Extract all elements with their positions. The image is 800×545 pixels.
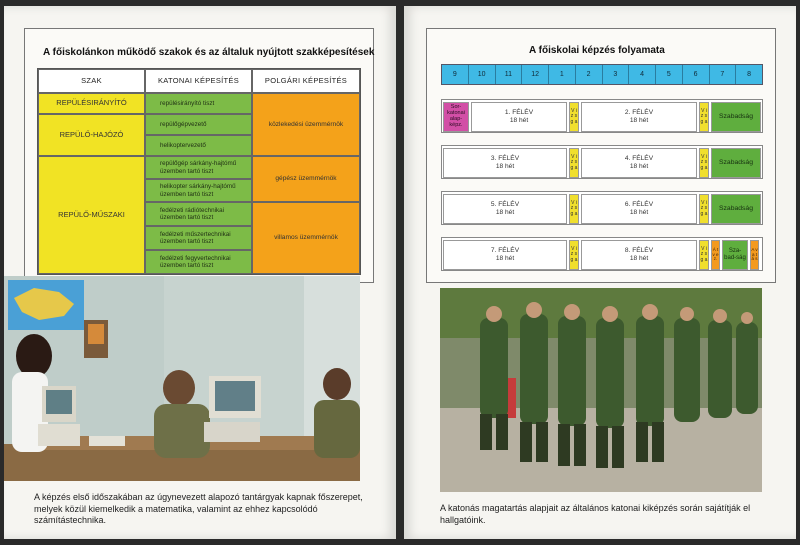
vizsga-block: V i z s g a <box>569 102 579 132</box>
year-row-3 <box>441 191 763 225</box>
semester-label: 5. FÉLÉV <box>490 201 520 209</box>
semester-label: 4. FÉLÉV <box>624 155 654 163</box>
semester-weeks: 18 hét <box>495 209 515 216</box>
semester-block <box>581 194 697 224</box>
year-row-2 <box>441 145 763 179</box>
vizsga-block: V i z s g a <box>699 148 709 178</box>
katonai-item: fedélzeti rádiótechnikai üzemben tartó tiszt <box>145 202 252 226</box>
vizsga-block: V i z s g a <box>699 194 709 224</box>
szabadsag-block: Szabadság <box>711 102 761 132</box>
vizsga-block: V i z s g a <box>569 148 579 178</box>
atvezetes-block: Á t v e z. <box>711 240 720 270</box>
vizsga-block: V i z s g a <box>569 240 579 270</box>
year-row-4 <box>441 237 763 271</box>
marching-cadets-photo <box>440 288 762 492</box>
left-caption: A képzés első időszakában az úgynevezett alapozó tantárgyak kapnak főszerepet, melyek közül kiemelkedik a matematika, valamint az ehhez kapcsolódó számítástechnika. <box>34 492 363 526</box>
polgari-kozlekedesi: közlekedési üzemmérnök <box>252 93 360 156</box>
szabadsag-block: Szabadság <box>711 148 761 178</box>
semester-block <box>581 102 697 132</box>
semester-weeks: 18 hét <box>629 117 649 124</box>
month-cell: 11 <box>496 65 523 84</box>
right-page-title: A főiskolai képzés folyamata <box>529 45 665 56</box>
left-page-title: A főiskolánkon működő szakok és az általuk nyújtott szakképesítések <box>43 47 375 58</box>
semester-label: 2. FÉLÉV <box>624 109 654 117</box>
szak-repulesiranyito: REPÜLÉSIRÁNYÍTÓ <box>38 93 145 114</box>
katonai-item: helikopter sárkány-hajtómű üzemben tartó tiszt <box>145 179 252 202</box>
month-cell: 2 <box>576 65 603 84</box>
semester-block <box>581 148 697 178</box>
semester-label: 1. FÉLÉV <box>504 109 534 117</box>
semester-label: 8. FÉLÉV <box>624 247 654 255</box>
header-katonai: KATONAI KÉPESÍTÉS <box>145 69 252 93</box>
semester-block <box>443 240 567 270</box>
month-cell: 7 <box>710 65 737 84</box>
avatas-block: A v a t á s <box>750 240 759 270</box>
year-row-1 <box>441 99 763 133</box>
header-szak: SZAK <box>38 69 145 93</box>
month-cell: 5 <box>656 65 683 84</box>
szabadsag-block: Sza-bad-ság <box>722 240 748 270</box>
semester-weeks: 18 hét <box>629 163 649 170</box>
left-page <box>4 6 396 539</box>
vizsga-block: V i z s g a <box>699 240 709 270</box>
szak-repulo-hajozo: REPÜLŐ-HAJÓZÓ <box>38 114 145 156</box>
semester-weeks: 18 hét <box>495 163 515 170</box>
month-header <box>441 64 763 85</box>
szabadsag-block: Szabadság <box>711 194 761 224</box>
month-cell: 1 <box>549 65 576 84</box>
specializations-table <box>37 68 361 275</box>
header-polgari: POLGÁRI KÉPESÍTÉS <box>252 69 360 93</box>
szak-repulo-muszaki: REPÜLŐ-MŰSZAKI <box>38 156 145 274</box>
month-cell: 6 <box>683 65 710 84</box>
vizsga-block: V i z s g a <box>569 194 579 224</box>
semester-weeks: 18 hét <box>629 209 649 216</box>
alapkepzes-block: Sor-katonai alap-képz. <box>443 102 469 132</box>
specializations-table-frame <box>24 28 374 283</box>
katonai-item: repülőgépvezető <box>145 114 252 135</box>
semester-weeks: 18 hét <box>629 255 649 262</box>
polgari-gepesz: gépész üzemmérnök <box>252 156 360 202</box>
vizsga-block: V i z s g a <box>699 102 709 132</box>
polgari-villamos: villamos üzemmérnök <box>252 202 360 274</box>
month-cell: 12 <box>522 65 549 84</box>
month-cell: 10 <box>469 65 496 84</box>
semester-block <box>581 240 697 270</box>
month-cell: 8 <box>736 65 762 84</box>
semester-weeks: 18 hét <box>509 117 529 124</box>
katonai-item: repülőgép sárkány-hajtómű üzemben tartó tiszt <box>145 156 252 179</box>
semester-label: 3. FÉLÉV <box>490 155 520 163</box>
katonai-item: fedélzeti műszertechnikai üzemben tartó tiszt <box>145 226 252 250</box>
training-timeline-frame <box>426 28 776 283</box>
month-cell: 3 <box>603 65 630 84</box>
classroom-photo <box>4 276 360 481</box>
right-page <box>404 6 796 539</box>
katonai-item: repülésirányító tiszt <box>145 93 252 114</box>
month-cell: 4 <box>629 65 656 84</box>
semester-block <box>443 194 567 224</box>
semester-block <box>471 102 567 132</box>
katonai-item: helikoptervezető <box>145 135 252 156</box>
semester-label: 6. FÉLÉV <box>624 201 654 209</box>
katonai-item: fedélzeti fegyvertechnikai üzemben tartó tiszt <box>145 250 252 274</box>
month-cell: 9 <box>442 65 469 84</box>
right-caption: A katonás magatartás alapjait az általános katonai kiképzés során sajátítják el hallgatóink. <box>440 503 751 525</box>
semester-weeks: 18 hét <box>495 255 515 262</box>
semester-block <box>443 148 567 178</box>
semester-label: 7. FÉLÉV <box>490 247 520 255</box>
